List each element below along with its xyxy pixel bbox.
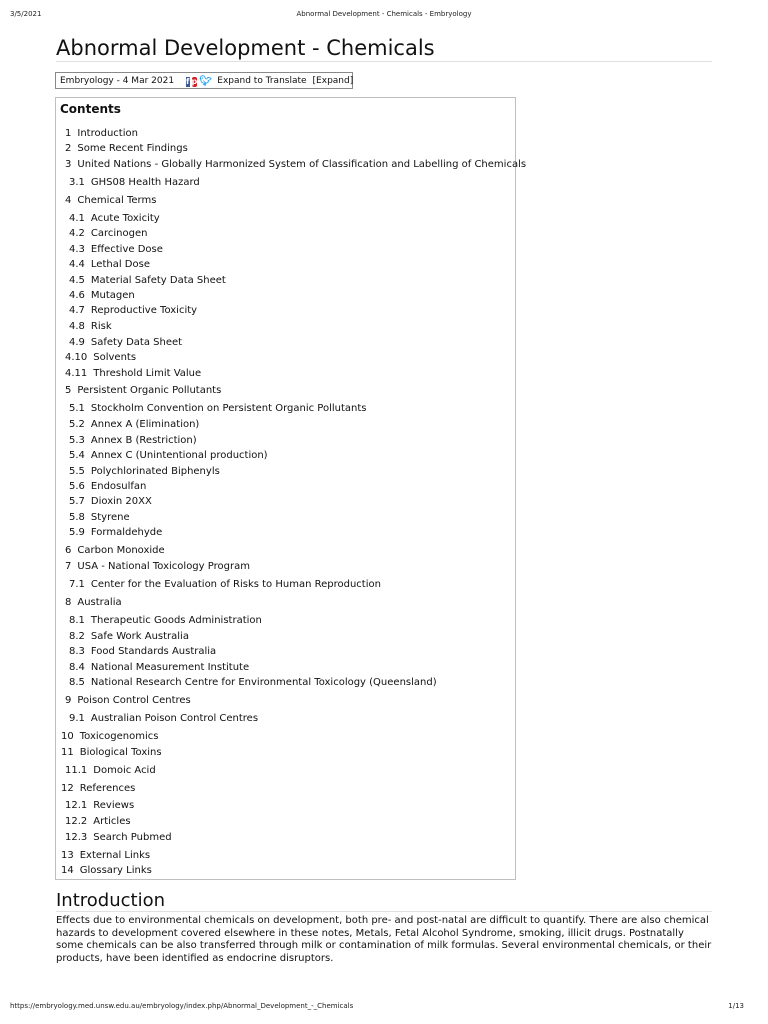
toc-item-number: 12.2 bbox=[65, 816, 88, 827]
toc-item-number: 8.3 bbox=[69, 646, 85, 657]
print-header-title: Abnormal Development - Chemicals - Embryology bbox=[296, 10, 472, 18]
toc-item-label[interactable]: Polychlorinated Biphenyls bbox=[90, 466, 220, 477]
expand-to-translate-link[interactable]: Expand to Translate bbox=[217, 75, 307, 86]
toc-item[interactable] bbox=[69, 435, 197, 446]
toc-item-number: 5.3 bbox=[69, 435, 85, 446]
toc-item[interactable] bbox=[69, 419, 199, 430]
toc-item-label[interactable]: Risk bbox=[90, 321, 112, 332]
toc-item[interactable] bbox=[69, 321, 112, 332]
toc-item-number: 8.1 bbox=[69, 615, 85, 626]
toc-item-label[interactable]: Some Recent Findings bbox=[77, 143, 188, 154]
toc-item-number: 5 bbox=[65, 385, 72, 396]
toc-item[interactable] bbox=[65, 195, 156, 206]
toc-item-label[interactable]: Dioxin 20XX bbox=[90, 496, 152, 507]
toc-item-number: 4.4 bbox=[69, 259, 85, 270]
toc-item-label[interactable]: Biological Toxins bbox=[79, 747, 162, 758]
toc-item[interactable] bbox=[69, 259, 150, 270]
toc-item[interactable] bbox=[65, 143, 188, 154]
toc-item-number: 4.8 bbox=[69, 321, 85, 332]
toc-item[interactable] bbox=[69, 305, 197, 316]
toc-item[interactable] bbox=[69, 450, 268, 461]
toc-item-label[interactable]: USA - National Toxicology Program bbox=[77, 561, 250, 572]
toc-item-number: 9.1 bbox=[69, 713, 85, 724]
toc-item-label[interactable]: Chemical Terms bbox=[77, 195, 157, 206]
toc-item[interactable] bbox=[65, 368, 201, 379]
toc-item-number: 4.6 bbox=[69, 290, 85, 301]
toc-item-number: 5.7 bbox=[69, 496, 85, 507]
toc-item-number: 5.8 bbox=[69, 512, 85, 523]
toc-item[interactable] bbox=[69, 713, 258, 724]
toc-item-label[interactable]: Safe Work Australia bbox=[90, 631, 189, 642]
page-title: Abnormal Development - Chemicals bbox=[56, 36, 435, 60]
expand-button[interactable]: [Expand] bbox=[312, 75, 354, 86]
toc-item-number: 9 bbox=[65, 695, 72, 706]
toc-item[interactable] bbox=[69, 213, 160, 224]
toc-item[interactable] bbox=[69, 512, 130, 523]
toc-item[interactable] bbox=[69, 466, 220, 477]
toc-item-number: 14 bbox=[61, 865, 74, 876]
toc-item-number: 4.11 bbox=[65, 368, 88, 379]
toc-item-number: 5.6 bbox=[69, 481, 85, 492]
site-date: Embryology - 4 Mar 2021 bbox=[60, 75, 175, 86]
toc-item[interactable] bbox=[69, 275, 226, 286]
toc-item-number: 4.9 bbox=[69, 337, 85, 348]
toc-item-number: 1 bbox=[65, 128, 72, 139]
toc-item-label[interactable]: Search Pubmed bbox=[93, 832, 172, 843]
toc-item[interactable] bbox=[65, 695, 191, 706]
toc-item-number: 12.3 bbox=[65, 832, 88, 843]
toc-item[interactable] bbox=[61, 747, 162, 758]
toc-item-label[interactable]: Persistent Organic Pollutants bbox=[77, 385, 222, 396]
toc-item[interactable] bbox=[65, 128, 138, 139]
toc-item[interactable] bbox=[65, 385, 221, 396]
toc-item-label[interactable]: External Links bbox=[79, 850, 151, 861]
toc-item-number: 8.4 bbox=[69, 662, 85, 673]
toc-item-label[interactable]: Food Standards Australia bbox=[90, 646, 217, 657]
toc-item[interactable] bbox=[69, 228, 147, 239]
title-divider bbox=[56, 61, 712, 62]
toc-item[interactable] bbox=[69, 527, 162, 538]
toc-item-number: 5.9 bbox=[69, 527, 85, 538]
pinterest-icon[interactable]: p bbox=[191, 76, 198, 86]
toc-item[interactable] bbox=[65, 765, 156, 776]
section-divider bbox=[56, 911, 712, 912]
toc-item-number: 4.10 bbox=[65, 352, 88, 363]
toc-item-label[interactable]: Introduction bbox=[77, 128, 138, 139]
toc-item-label[interactable]: Safety Data Sheet bbox=[90, 337, 183, 348]
toc-item-number: 4.7 bbox=[69, 305, 85, 316]
toc-item-number: 6 bbox=[65, 545, 72, 556]
print-footer-page: 1/13 bbox=[728, 1002, 744, 1010]
toc-item[interactable] bbox=[61, 850, 150, 861]
toc-item[interactable] bbox=[69, 496, 152, 507]
toc-item-label[interactable]: Lethal Dose bbox=[90, 259, 150, 270]
toc-item[interactable] bbox=[69, 579, 381, 590]
toc-item-number: 3 bbox=[65, 159, 72, 170]
toc-item[interactable] bbox=[65, 561, 250, 572]
toc-item[interactable] bbox=[69, 677, 437, 688]
toc-item-label[interactable]: Stockholm Convention on Persistent Organic Pollutants bbox=[90, 403, 367, 414]
toc-item[interactable] bbox=[69, 481, 146, 492]
toc-item-label[interactable]: Center for the Evaluation of Risks to Human Reproduction bbox=[90, 579, 381, 590]
toc-item-label[interactable]: Formaldehyde bbox=[90, 527, 163, 538]
toc-item-label[interactable]: Glossary Links bbox=[79, 865, 152, 876]
toc-item-label[interactable]: National Measurement Institute bbox=[90, 662, 250, 673]
toc-item-number: 13 bbox=[61, 850, 74, 861]
print-header-date: 3/5/2021 bbox=[10, 10, 42, 18]
toc-item[interactable] bbox=[65, 816, 131, 827]
toc-item[interactable] bbox=[69, 403, 366, 414]
toc-item-number: 5.5 bbox=[69, 466, 85, 477]
toc-item-label[interactable]: GHS08 Health Hazard bbox=[90, 177, 200, 188]
twitter-icon[interactable]: 🐦︎ bbox=[199, 75, 212, 87]
toc-item-number: 2 bbox=[65, 143, 72, 154]
toc-item[interactable] bbox=[65, 832, 172, 843]
toc-item-label[interactable]: Toxicogenomics bbox=[79, 731, 159, 742]
toc-item-number: 3.1 bbox=[69, 177, 85, 188]
toc-item-number: 4.3 bbox=[69, 244, 85, 255]
toc-item-label[interactable]: Australia bbox=[77, 597, 122, 608]
toc-item-label[interactable]: Reviews bbox=[93, 800, 135, 811]
toc-item-label[interactable]: Poison Control Centres bbox=[77, 695, 191, 706]
toc-item-number: 12 bbox=[61, 783, 74, 794]
toc-item-number: 11 bbox=[61, 747, 74, 758]
toc-item-number: 8 bbox=[65, 597, 72, 608]
toc-item-label[interactable]: References bbox=[79, 783, 136, 794]
introduction-heading: Introduction bbox=[56, 890, 166, 911]
toc-item-label[interactable]: Reproductive Toxicity bbox=[90, 305, 198, 316]
toc-item-label[interactable]: Domoic Acid bbox=[93, 765, 156, 776]
toc-item-label[interactable]: Solvents bbox=[93, 352, 137, 363]
toc-item[interactable] bbox=[69, 177, 200, 188]
toc-item-number: 10 bbox=[61, 731, 74, 742]
toc-item-label[interactable]: United Nations - Globally Harmonized System of Classification and Labelling of Chemicals bbox=[77, 159, 527, 170]
toc-item-number: 4.5 bbox=[69, 275, 85, 286]
toc-item-number: 4 bbox=[65, 195, 72, 206]
toc-item-number: 4.1 bbox=[69, 213, 85, 224]
toc-item[interactable] bbox=[65, 545, 165, 556]
toc-item-label[interactable]: Therapeutic Goods Administration bbox=[90, 615, 262, 626]
toc-item[interactable] bbox=[65, 597, 122, 608]
toc-item[interactable] bbox=[61, 783, 135, 794]
toc-item-number: 5.4 bbox=[69, 450, 85, 461]
toc-item[interactable] bbox=[69, 290, 135, 301]
toc-item-number: 7.1 bbox=[69, 579, 85, 590]
toc-item[interactable] bbox=[65, 352, 136, 363]
toc-item-number: 5.1 bbox=[69, 403, 85, 414]
toc-item[interactable] bbox=[69, 646, 216, 657]
toc-item-label[interactable]: Australian Poison Control Centres bbox=[90, 713, 259, 724]
toc-item-number: 8.5 bbox=[69, 677, 85, 688]
toc-item-number: 11.1 bbox=[65, 765, 88, 776]
print-footer-url: https://embryology.med.unsw.edu.au/embryology/index.php/Abnormal_Development_-_Chemicals bbox=[10, 1002, 354, 1010]
toc-item[interactable] bbox=[69, 615, 262, 626]
toc-item[interactable] bbox=[69, 337, 182, 348]
toc-item-label[interactable]: Carcinogen bbox=[90, 228, 148, 239]
toc-item[interactable] bbox=[69, 662, 249, 673]
toc-item-label[interactable]: Acute Toxicity bbox=[90, 213, 160, 224]
toc-item-label[interactable]: Endosulfan bbox=[90, 481, 147, 492]
toc-item[interactable] bbox=[65, 800, 134, 811]
toc-item-label[interactable]: Annex C (Unintentional production) bbox=[90, 450, 268, 461]
toc-item-number: 7 bbox=[65, 561, 72, 572]
toc-item-number: 12.1 bbox=[65, 800, 88, 811]
toc-item[interactable] bbox=[69, 244, 163, 255]
toc-item-label[interactable]: Styrene bbox=[90, 512, 130, 523]
toc-item-label[interactable]: Material Safety Data Sheet bbox=[90, 275, 226, 286]
toc-item-label[interactable]: Annex B (Restriction) bbox=[90, 435, 197, 446]
toc-item-label[interactable]: Carbon Monoxide bbox=[77, 545, 165, 556]
toc-item-label[interactable]: Mutagen bbox=[90, 290, 135, 301]
toc-item-label[interactable]: Annex A (Elimination) bbox=[90, 419, 200, 430]
toc-item-label[interactable]: National Research Centre for Environmental Toxicology (Queensland) bbox=[90, 677, 437, 688]
toc-item-label[interactable]: Effective Dose bbox=[90, 244, 163, 255]
table-of-contents bbox=[55, 97, 527, 880]
toc-item-number: 4.2 bbox=[69, 228, 85, 239]
contents-title: Contents bbox=[60, 102, 121, 116]
toc-item-label[interactable]: Threshold Limit Value bbox=[93, 368, 202, 379]
page-meta-bar bbox=[55, 72, 353, 89]
toc-item[interactable] bbox=[69, 631, 189, 642]
facebook-icon[interactable]: f bbox=[186, 76, 190, 86]
toc-item[interactable] bbox=[61, 731, 158, 742]
toc-item-number: 8.2 bbox=[69, 631, 85, 642]
toc-item[interactable] bbox=[65, 159, 526, 170]
introduction-paragraph: Effects due to environmental chemicals on development, both pre- and post-natal are difficult to quantify. There are also chemical hazards to development covered elsewhere in these notes, Metals, Fetal Alcohol Syndrome, smoking, illicit drugs. Postnatally some chemicals can be also transferred through milk or contamination of milk formulas. Several environmental chemicals, or their products, have been identified as endocrine disruptors. bbox=[56, 915, 712, 964]
toc-item[interactable] bbox=[61, 865, 152, 876]
toc-item-number: 5.2 bbox=[69, 419, 85, 430]
toc-item-label[interactable]: Articles bbox=[93, 816, 131, 827]
